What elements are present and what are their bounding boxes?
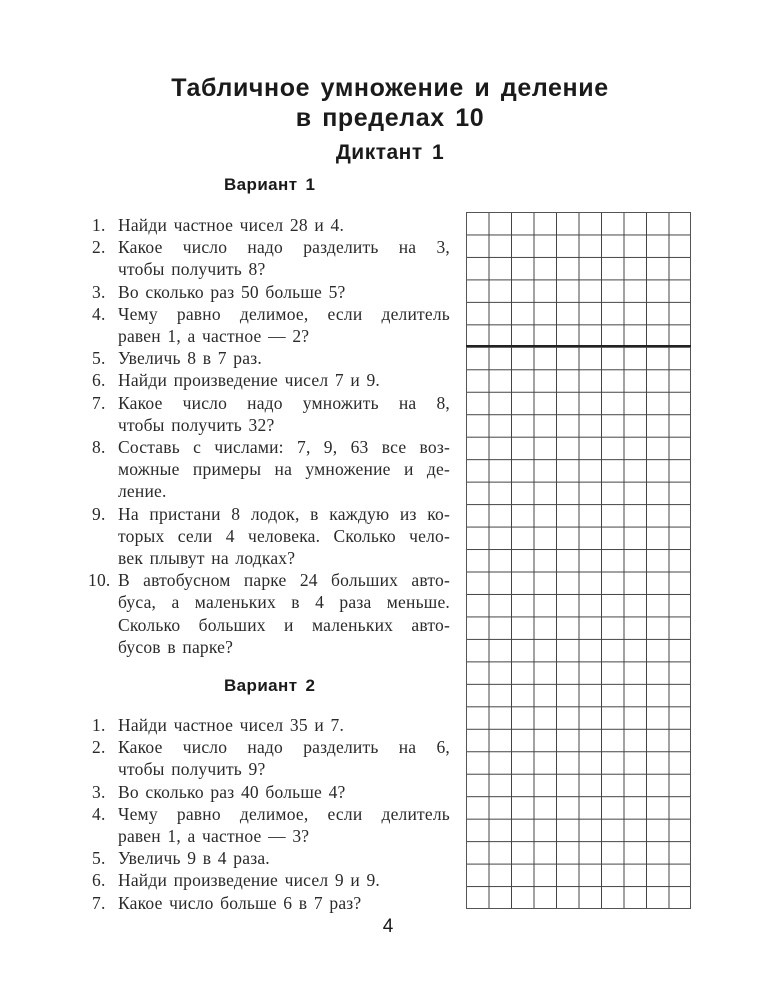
question-text: чтобы получить 32? bbox=[118, 414, 275, 435]
question-text: Увеличь 9 в 4 раза. bbox=[118, 848, 270, 869]
question-text: Чему равно делимое, если делитель bbox=[118, 803, 450, 824]
question-text: Найди произведение чисел 7 и 9. bbox=[118, 370, 381, 391]
question-item bbox=[88, 803, 450, 847]
question-number: 8. bbox=[92, 437, 106, 458]
question-number: 5. bbox=[92, 848, 106, 869]
question-text: Какое число надо разделить на 3, bbox=[118, 237, 450, 258]
question-number: 3. bbox=[92, 281, 106, 302]
question-item bbox=[88, 369, 450, 391]
question-item bbox=[88, 436, 450, 503]
variant-2-question-list bbox=[88, 714, 450, 914]
question-text: На пристани 8 лодок, в каждую из ко- bbox=[118, 503, 450, 524]
question-item bbox=[88, 714, 450, 736]
page-number: 4 bbox=[382, 916, 394, 937]
answer-grid bbox=[466, 212, 691, 909]
question-text: Во сколько раз 50 больше 5? bbox=[118, 281, 346, 302]
question-number: 10. bbox=[88, 570, 111, 591]
question-text: буса, а маленьких в 4 раза меньше. bbox=[118, 592, 450, 613]
question-number: 3. bbox=[92, 781, 106, 802]
variant-1-question-list bbox=[88, 214, 450, 658]
answer-grid-divider bbox=[466, 345, 691, 347]
variant-1-heading: Вариант 1 bbox=[224, 175, 316, 194]
question-number: 4. bbox=[92, 803, 106, 824]
question-text: Какое число надо умножить на 8, bbox=[118, 392, 450, 413]
question-item bbox=[88, 236, 450, 280]
variant-2-heading: Вариант 2 bbox=[224, 676, 316, 695]
question-item bbox=[88, 781, 450, 803]
question-number: 1. bbox=[92, 715, 106, 735]
question-number: 5. bbox=[92, 348, 106, 369]
question-number: 2. bbox=[92, 237, 106, 258]
page-title-line-1: Табличное умножение и деление bbox=[171, 74, 609, 102]
question-item bbox=[88, 736, 450, 780]
question-item bbox=[88, 303, 450, 347]
question-text: век плывут на лодках? bbox=[118, 548, 296, 569]
question-item bbox=[88, 347, 450, 369]
dictation-heading: Диктант 1 bbox=[335, 141, 445, 164]
question-text: можные примеры на умножение и де- bbox=[118, 459, 450, 480]
question-item bbox=[88, 569, 450, 658]
question-item bbox=[88, 847, 450, 869]
question-text: Найди частное чисел 35 и 7. bbox=[118, 715, 345, 735]
question-text: Увеличь 8 в 7 раз. bbox=[118, 348, 262, 369]
question-text: чтобы получить 8? bbox=[118, 259, 266, 280]
question-text: Во сколько раз 40 больше 4? bbox=[118, 781, 346, 802]
question-number: 7. bbox=[92, 392, 106, 413]
question-text: торых сели 4 человека. Сколько чело- bbox=[118, 525, 450, 546]
question-number: 9. bbox=[92, 503, 106, 524]
question-text: равен 1, а частное — 2? bbox=[118, 326, 310, 347]
question-text: бусов в парке? bbox=[118, 636, 234, 657]
question-number: 7. bbox=[92, 892, 106, 913]
question-number: 4. bbox=[92, 303, 106, 324]
question-text: Какое число надо разделить на 6, bbox=[118, 737, 450, 758]
question-number: 2. bbox=[92, 737, 106, 758]
question-item bbox=[88, 392, 450, 436]
question-item bbox=[88, 869, 450, 891]
question-text: ление. bbox=[118, 481, 167, 502]
question-text: Найди частное чисел 28 и 4. bbox=[118, 215, 345, 235]
question-text: В автобусном парке 24 больших авто- bbox=[118, 570, 450, 591]
question-text: Найди произведение чисел 9 и 9. bbox=[118, 870, 381, 891]
question-item bbox=[88, 503, 450, 570]
question-text: Составь с числами: 7, 9, 63 все воз- bbox=[118, 437, 450, 458]
page-title-line-2: в пределах 10 bbox=[295, 104, 485, 132]
question-item bbox=[88, 892, 450, 914]
question-text: Сколько больших и маленьких авто- bbox=[118, 614, 450, 635]
question-text: Чему равно делимое, если делитель bbox=[118, 303, 450, 324]
question-item bbox=[88, 214, 450, 236]
question-number: 6. bbox=[92, 870, 106, 891]
question-item bbox=[88, 281, 450, 303]
question-number: 6. bbox=[92, 370, 106, 391]
question-text: чтобы получить 9? bbox=[118, 759, 266, 780]
question-text: равен 1, а частное — 3? bbox=[118, 826, 310, 847]
question-number: 1. bbox=[92, 215, 106, 235]
question-text: Какое число больше 6 в 7 раз? bbox=[118, 892, 362, 913]
